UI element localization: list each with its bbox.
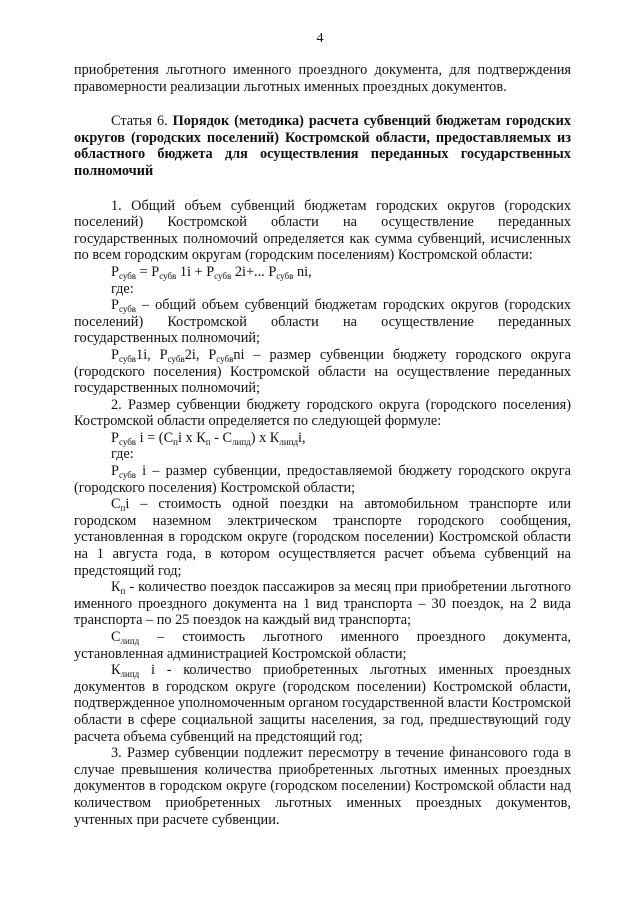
article-heading — [74, 113, 571, 179]
definition-travel-document-cost: $С_{липд}$ – стоимость льготного именного проездного документа, установленная администрацией Костромской области; — [74, 629, 571, 662]
article-number: Статья 6. — [111, 113, 168, 130]
definition-trip-cost: $С_пi$ – стоимость одной поездки на автомобильном транспорте или городском наземном электрическом транспорте городского сообщения, установленная в городском округе (городском поселении) Костромской области на 1 августа года, в котором осуществляется расчет объема субвенций на предстоящий год; — [74, 496, 571, 579]
definition-trip-count: $К_п$ - количество поездок пассажиров за месяц при приобретении льготного именного проездного документа на 1 вид транспорта – 30 поездок, на 2 вида транспорта – по 25 поездок на каждый вид транспорта; — [74, 579, 571, 629]
article-title: Порядок (методика) расчета субвенций бюджетам городских округов (городских поселений) Костромской области, предоставляемых из областного бюджета для осуществления переданных государственных полномочий — [74, 113, 571, 179]
intro-paragraph: приобретения льготного именного проездного документа, для подтверждения правомерности реализации льготных именных проездных документов. — [74, 62, 571, 95]
page-number: 4 — [316, 31, 324, 46]
paragraph-2: 2. Размер субвенции бюджету городского округа (городского поселения) Костромской области определяется по следующей формуле: — [74, 396, 571, 430]
where-label-2: где: — [111, 446, 134, 463]
formula-subvention-size: $Р_{субв}$ $i = (С_пi$ х $К_п - С_{липд}$) х $К_{липд}i$, — [111, 429, 306, 447]
where-label-1: где: — [111, 280, 134, 297]
document-body — [74, 62, 571, 828]
paragraph-3: 3. Размер субвенции подлежит пересмотру в течение финансового года в случае превышения количества приобретенных льготных именных проездных документов в городском округе (городском поселении) Костромской области над количеством приобретенных льготных именных проездных документов, учтенных при расчете субвенции. — [74, 745, 571, 828]
definition-travel-document-count: $К_{липд}$ i - количество приобретенных льготных именных проездных документов в городском округе (городском поселении) Костромской области, подтвержденное уполномоченным органом государственной власти Костромской области в сфере социальной защиты населения, за год, предшествующий году расчета объема субвенций на предстоящий год; — [74, 662, 571, 745]
definition-subvention-per-district: $Р_{субв}1i$, $Р_{субв}2i$, $Р_{субв}ni$ – размер субвенции бюджету городского округа (городского поселения) Костромской области на осуществление переданных государственных полномочий; — [74, 346, 571, 397]
paragraph-1: 1. Общий объем субвенций бюджетам городских округов (городских поселений) Костромской области на осуществление переданных государственных полномочий определяется как сумма субвенций, исчисленных по всем городским округам (городским поселениям) Костромской области: — [74, 197, 571, 264]
formula-total-subvention: $Р_{субв} = Р_{субв}$ $1i + Р_{субв}$ 2i+... $Р_{субв}$ ni, — [111, 263, 312, 281]
definition-subvention-size: $Р_{субв}$ i – размер субвенции, предоставляемой бюджету городского округа (городского поселения) Костромской области; — [74, 463, 571, 496]
article-6-block — [74, 113, 571, 179]
definition-total-volume: $Р_{субв}$ – общий объем субвенций бюджетам городских округов (городских поселений) Костромской области на осуществление переданных государственных полномочий; — [74, 297, 571, 347]
